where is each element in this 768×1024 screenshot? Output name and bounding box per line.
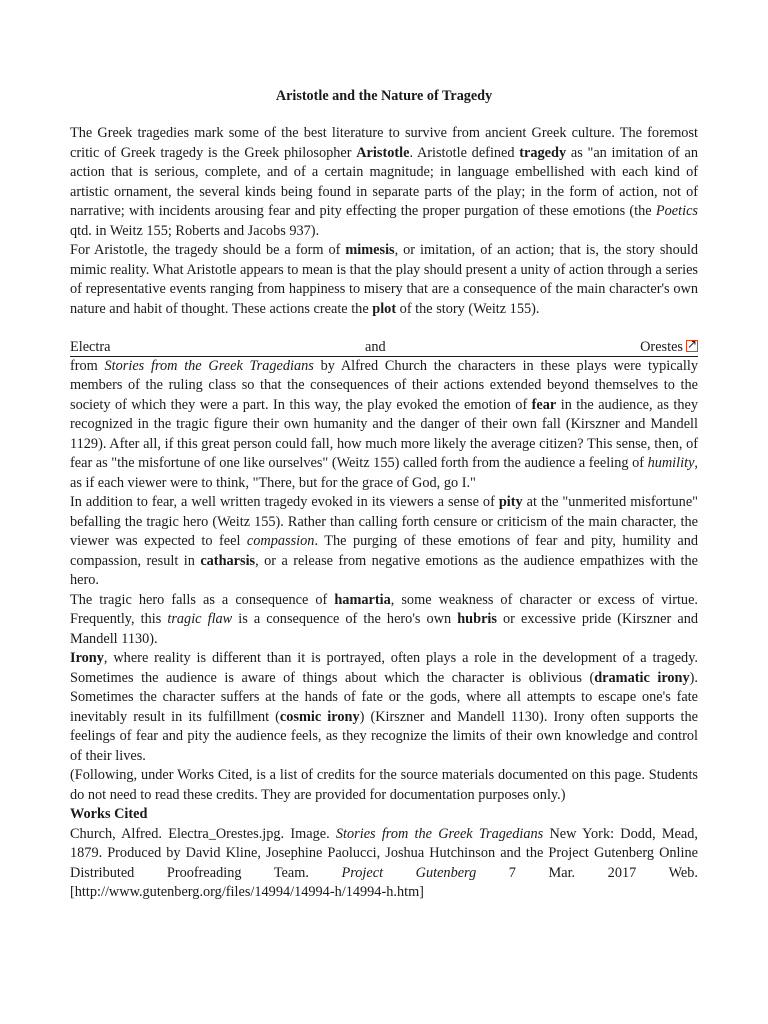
term-plot: plot	[372, 300, 397, 317]
works-cited-entry: Church, Alfred. Electra_Orestes.jpg. Image. Stories from the Greek Tragedians New York: Dodd, Mead, 1879. Produced by David Kline, Josephine Paolucci, Joshua Hutchinson and the Project Gutenberg Online Distributed Proofreading Team. Project Gutenberg 7 Mar. 2017 Web. [http://www.gutenberg.org/files/14994/14994-h/14994-h.htm]	[70, 825, 698, 900]
paragraph-credits-note: (Following, under Works Cited, is a list of credits for the source materials documented on this page. Students do not need to read these credits. They are provided for documentation purposes only.)	[70, 767, 698, 803]
term-dramatic-irony: dramatic irony	[594, 669, 690, 686]
term-hubris: hubris	[457, 611, 497, 627]
image-caption-link[interactable]	[70, 339, 698, 357]
term-catharsis: catharsis	[200, 552, 256, 569]
blank-line	[70, 319, 698, 339]
term-pity: pity	[498, 494, 523, 510]
paragraph-mimesis: For Aristotle, the tragedy should be a form of mimesis, or imitation, of an action; that is, the story should mimic reality. What Aristotle appears to mean is that the play should present a unity of action through a series of representative events ranging from happiness to misery that are a consequence of the main character's own nature and habit of thought. These actions create the plot of the story (Weitz 155).	[70, 242, 698, 317]
term-fear: fear	[531, 396, 557, 413]
external-link-icon[interactable]	[686, 340, 698, 352]
term-humility: humility	[647, 455, 695, 471]
paragraph-irony: Irony, where reality is different than it is portrayed, often plays a role in the development of a tragedy. Sometimes the audience is aware of things about which the character is oblivious (dramatic irony). Sometimes the character suffers at the hands of fate or the gods, where all attempts to escape one's fate inevitably result in its fulfillment (cosmic irony) (Kirszner and Mandell 1130). Irony often supports the feelings of fear and pity the audience feels, as they recognize the limits of their own knowledge and control of their lives.	[70, 650, 699, 764]
caption-left: Electra	[70, 338, 111, 355]
term-mimesis: mimesis	[345, 242, 395, 258]
citation-url-text: 7 Mar. 2017 Web. [http://www.gutenberg.org/files/14994/14994-h/14994-h.htm]	[70, 864, 698, 900]
term-tragic-flaw: tragic flaw	[167, 611, 233, 627]
term-compassion: compassion	[246, 533, 315, 549]
paragraph-hamartia: The tragic hero falls as a consequence of hamartia, some weakness of character or excess of virtue. Frequently, this tragic flaw is a consequence of the hero's own hubris or excessive pride (Kirszner and Mandell 1130).	[70, 591, 698, 647]
caption-middle: and	[364, 338, 386, 355]
term-hamartia: hamartia	[334, 591, 391, 608]
document-body	[70, 124, 698, 903]
citation-source-title: Project Gutenberg	[341, 864, 477, 881]
document-title: Aristotle and the Nature of Tragedy	[275, 88, 493, 104]
works-cited-heading: Works Cited	[70, 806, 148, 822]
term-tragedy: tragedy	[519, 144, 567, 161]
term-cosmic-irony: cosmic irony	[279, 708, 360, 725]
term-irony: Irony	[70, 650, 104, 666]
title-poetics: Poetics	[655, 203, 698, 219]
paragraph-pity: In addition to fear, a well written tragedy evoked in its viewers a sense of pity at the "unmerited misfortune" befalling the tragic hero (Weitz 155). Rather than calling forth censure or criticism of the main character, the viewer was expected to feel compassion. The purging of these emotions of fear and pity, humility and compassion, result in catharsis, or a release from negative emotions as the audience empathizes with the hero.	[70, 494, 699, 588]
book-title: Stories from the Greek Tragedians	[104, 357, 314, 374]
term-aristotle: Aristotle	[356, 144, 410, 161]
caption-right[interactable]: Orestes↗	[640, 339, 698, 356]
paragraph-fear: from Stories from the Greek Tragedians by Alfred Church the characters in these plays were typically members of the ruling class so that the consequences of their actions extended beyond themselves to the society of which they were a part. In this way, the play evoked the emotion of fear in the audience, as they recognized in the tragic figure their own humanity and the danger of their own fall (Kirszner and Mandell 1129). After all, if this great person could fall, how much more likely the average citizen? This sense, then, of fear as "the misfortune of one like ourselves" (Weitz 155) called forth from the audience a feeling of humility, as if each viewer were to think, "There, but for the grace of God, go I."	[70, 357, 699, 491]
paragraph-intro: The Greek tragedies mark some of the best literature to survive from ancient Greek culture. The foremost critic of Greek tragedy is the Greek philosopher Aristotle. Aristotle defined tragedy as "an imitation of an action that is serious, complete, and of a certain magnitude; in language embellished with each kind of artistic ornament, the several kinds being found in separate parts of the play; in the form of action, not of narrative; with incidents arousing fear and pity effecting the proper purgation of these emotions (the Poetics qtd. in Weitz 155; Roberts and Jacobs 937).	[70, 125, 698, 239]
citation-book-title: Stories from the Greek Tragedians	[335, 825, 544, 842]
